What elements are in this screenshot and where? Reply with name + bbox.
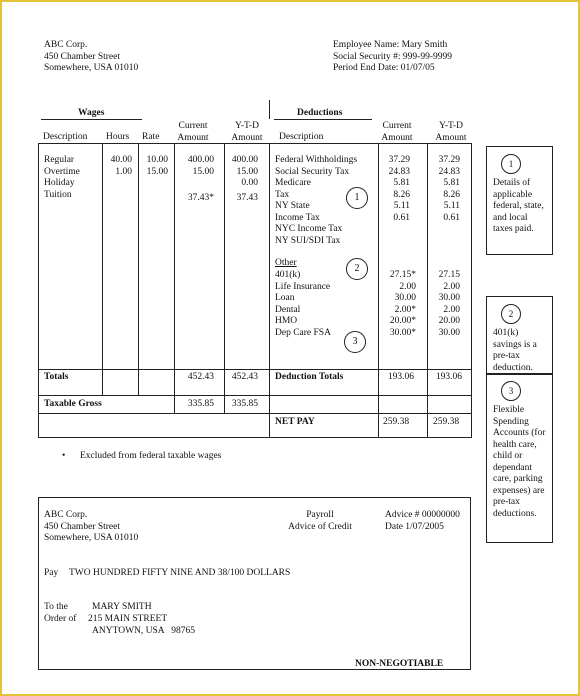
taxable-gross-ytd: 335.85 <box>231 399 258 409</box>
deduction-totals-current: 193.06 <box>387 372 414 382</box>
section-divider-top <box>269 100 270 119</box>
advice-number: Advice # 00000000 <box>385 510 460 520</box>
note-2-number: 2 <box>501 304 521 324</box>
deductions-col-description: Description <box>279 132 324 142</box>
table-row: Medicare <box>275 178 311 188</box>
marker-1: 1 <box>346 187 368 209</box>
deductions-current-column: 37.29 24.83 5.81 8.26 5.11 0.61 <box>388 155 410 223</box>
advice-number-date <box>385 510 460 533</box>
wages-col-rate: Rate <box>142 132 160 142</box>
note-3 <box>486 373 553 543</box>
note-3-number: 3 <box>501 381 521 401</box>
table-row: Life Insurance <box>275 281 331 292</box>
deductions-ytd-column: 37.29 24.83 5.81 8.26 5.11 0.61 <box>438 155 460 223</box>
wages-title: Wages <box>78 108 105 118</box>
footnote-bullet: • <box>62 451 66 461</box>
table-row: NYC Income Tax <box>275 224 343 234</box>
note-1-number: 1 <box>501 154 521 174</box>
wages-col-description: Description <box>43 132 88 142</box>
wages-col-current: Current Amount <box>177 121 209 143</box>
taxable-gross-current: 335.85 <box>187 399 214 409</box>
deductions-col-current: Current Amount <box>381 121 413 143</box>
table-row: 401(k) <box>275 270 301 280</box>
net-pay-label: NET PAY <box>275 417 315 427</box>
employer-name: ABC Corp. <box>44 40 88 50</box>
table-row: Loan <box>275 293 295 303</box>
deductions-title: Deductions <box>297 108 343 118</box>
footnote-text: Excluded from federal taxable wages <box>80 451 222 461</box>
col-line <box>38 143 39 438</box>
wages-col-ytd: Y-T-D Amount <box>231 121 263 143</box>
col-line <box>471 143 472 438</box>
table-row: NY SUI/SDI Tax <box>275 235 341 246</box>
employee-info <box>333 40 452 75</box>
note-3-text: Flexible Spending Accounts (for health care, child or dependant care, parking expenses) are pre-tax deductions. <box>493 405 546 519</box>
note-2 <box>486 296 553 375</box>
payee-name: MARY SMITH <box>92 602 152 612</box>
wages-hours-column: 40.00 1.00 <box>110 155 132 177</box>
taxable-gross-label: Taxable Gross <box>44 399 102 409</box>
deductions-description-column <box>275 155 357 247</box>
employer-city: Somewhere, USA 01010 <box>44 63 139 73</box>
table-row: Tuition <box>44 189 72 200</box>
col-line <box>269 143 270 438</box>
table-row: NY State <box>275 201 310 211</box>
col-line <box>174 143 175 413</box>
order-of-label: To the Order of <box>44 602 77 624</box>
other-current-column: 27.15* 2.00 30.00 2.00* 20.00* 30.00* <box>389 270 416 338</box>
table-row: Income Tax <box>275 212 320 223</box>
note-2-text: 401(k) savings is a pre-tax deduction. <box>493 328 537 373</box>
table-row: Overtime <box>44 166 80 177</box>
period-end-date: Period End Date: 01/07/05 <box>333 63 435 73</box>
taxable-bottom-rule <box>38 413 472 414</box>
wages-totals-current: 452.43 <box>187 372 214 382</box>
advice-company-info <box>44 510 138 545</box>
note-1-text: Details of applicable federal, state, and local taxes paid. <box>493 178 544 234</box>
pay-amount-words: TWO HUNDRED FIFTY NINE AND 38/100 DOLLARS <box>69 568 291 578</box>
table-row: Federal Withholdings <box>275 155 358 165</box>
advice-date: Date 1/07/2005 <box>385 521 444 532</box>
wages-current-column: 400.00 15.00 37.43* <box>187 155 214 203</box>
advice-city: Somewhere, USA 01010 <box>44 533 139 543</box>
advice-credit-label: Advice of Credit <box>288 521 352 532</box>
advice-type <box>280 510 360 533</box>
wages-ytd-column: 400.00 15.00 0.00 37.43 <box>231 155 258 203</box>
pay-label: Pay <box>44 568 59 578</box>
deduction-totals-ytd: 193.06 <box>435 372 462 382</box>
table-row: Social Security Tax <box>275 166 350 177</box>
table-row: HMO <box>275 316 298 326</box>
table-row: Dental <box>275 304 301 315</box>
totals-top-rule <box>38 369 472 370</box>
employer-street: 450 Chamber Street <box>44 51 120 62</box>
table-row: Dep Care FSA <box>275 327 331 338</box>
table-row: Regular <box>44 155 75 165</box>
table-row: Holiday <box>44 178 75 188</box>
other-description-column <box>275 270 331 339</box>
wages-totals-ytd: 452.43 <box>231 372 258 382</box>
table-row: Tax <box>275 189 290 200</box>
advice-street: 450 Chamber Street <box>44 521 120 532</box>
non-negotiable: NON-NEGOTIABLE <box>355 659 444 669</box>
payee-city: ANYTOWN, USA 98765 <box>92 626 196 636</box>
table-bottom-rule <box>38 437 472 438</box>
employer-info <box>44 40 138 75</box>
wages-totals-label: Totals <box>44 372 69 382</box>
other-deductions-label: Other <box>275 258 297 268</box>
wages-col-hours: Hours <box>106 132 130 142</box>
advice-company: ABC Corp. <box>44 510 88 520</box>
other-ytd-column: 27.15 2.00 30.00 2.00 20.00 30.00 <box>438 270 460 338</box>
wages-description-column <box>44 155 80 201</box>
wages-rate-column: 10.00 15.00 <box>146 155 168 177</box>
deduction-totals-label: Deduction Totals <box>275 372 344 382</box>
net-pay-current: 259.38 <box>383 417 410 427</box>
payee-street: 215 MAIN STREET <box>88 614 168 624</box>
employee-name: Employee Name: Mary Smith <box>333 40 448 50</box>
advice-payroll: Payroll <box>306 510 334 520</box>
marker-2: 2 <box>346 258 368 280</box>
net-pay-ytd: 259.38 <box>433 417 460 427</box>
employee-ssn: Social Security #: 999-99-9999 <box>333 51 452 62</box>
deductions-col-ytd: Y-T-D Amount <box>435 121 467 143</box>
note-1 <box>486 146 553 255</box>
marker-3: 3 <box>344 331 366 353</box>
totals-bottom-rule <box>38 395 472 396</box>
